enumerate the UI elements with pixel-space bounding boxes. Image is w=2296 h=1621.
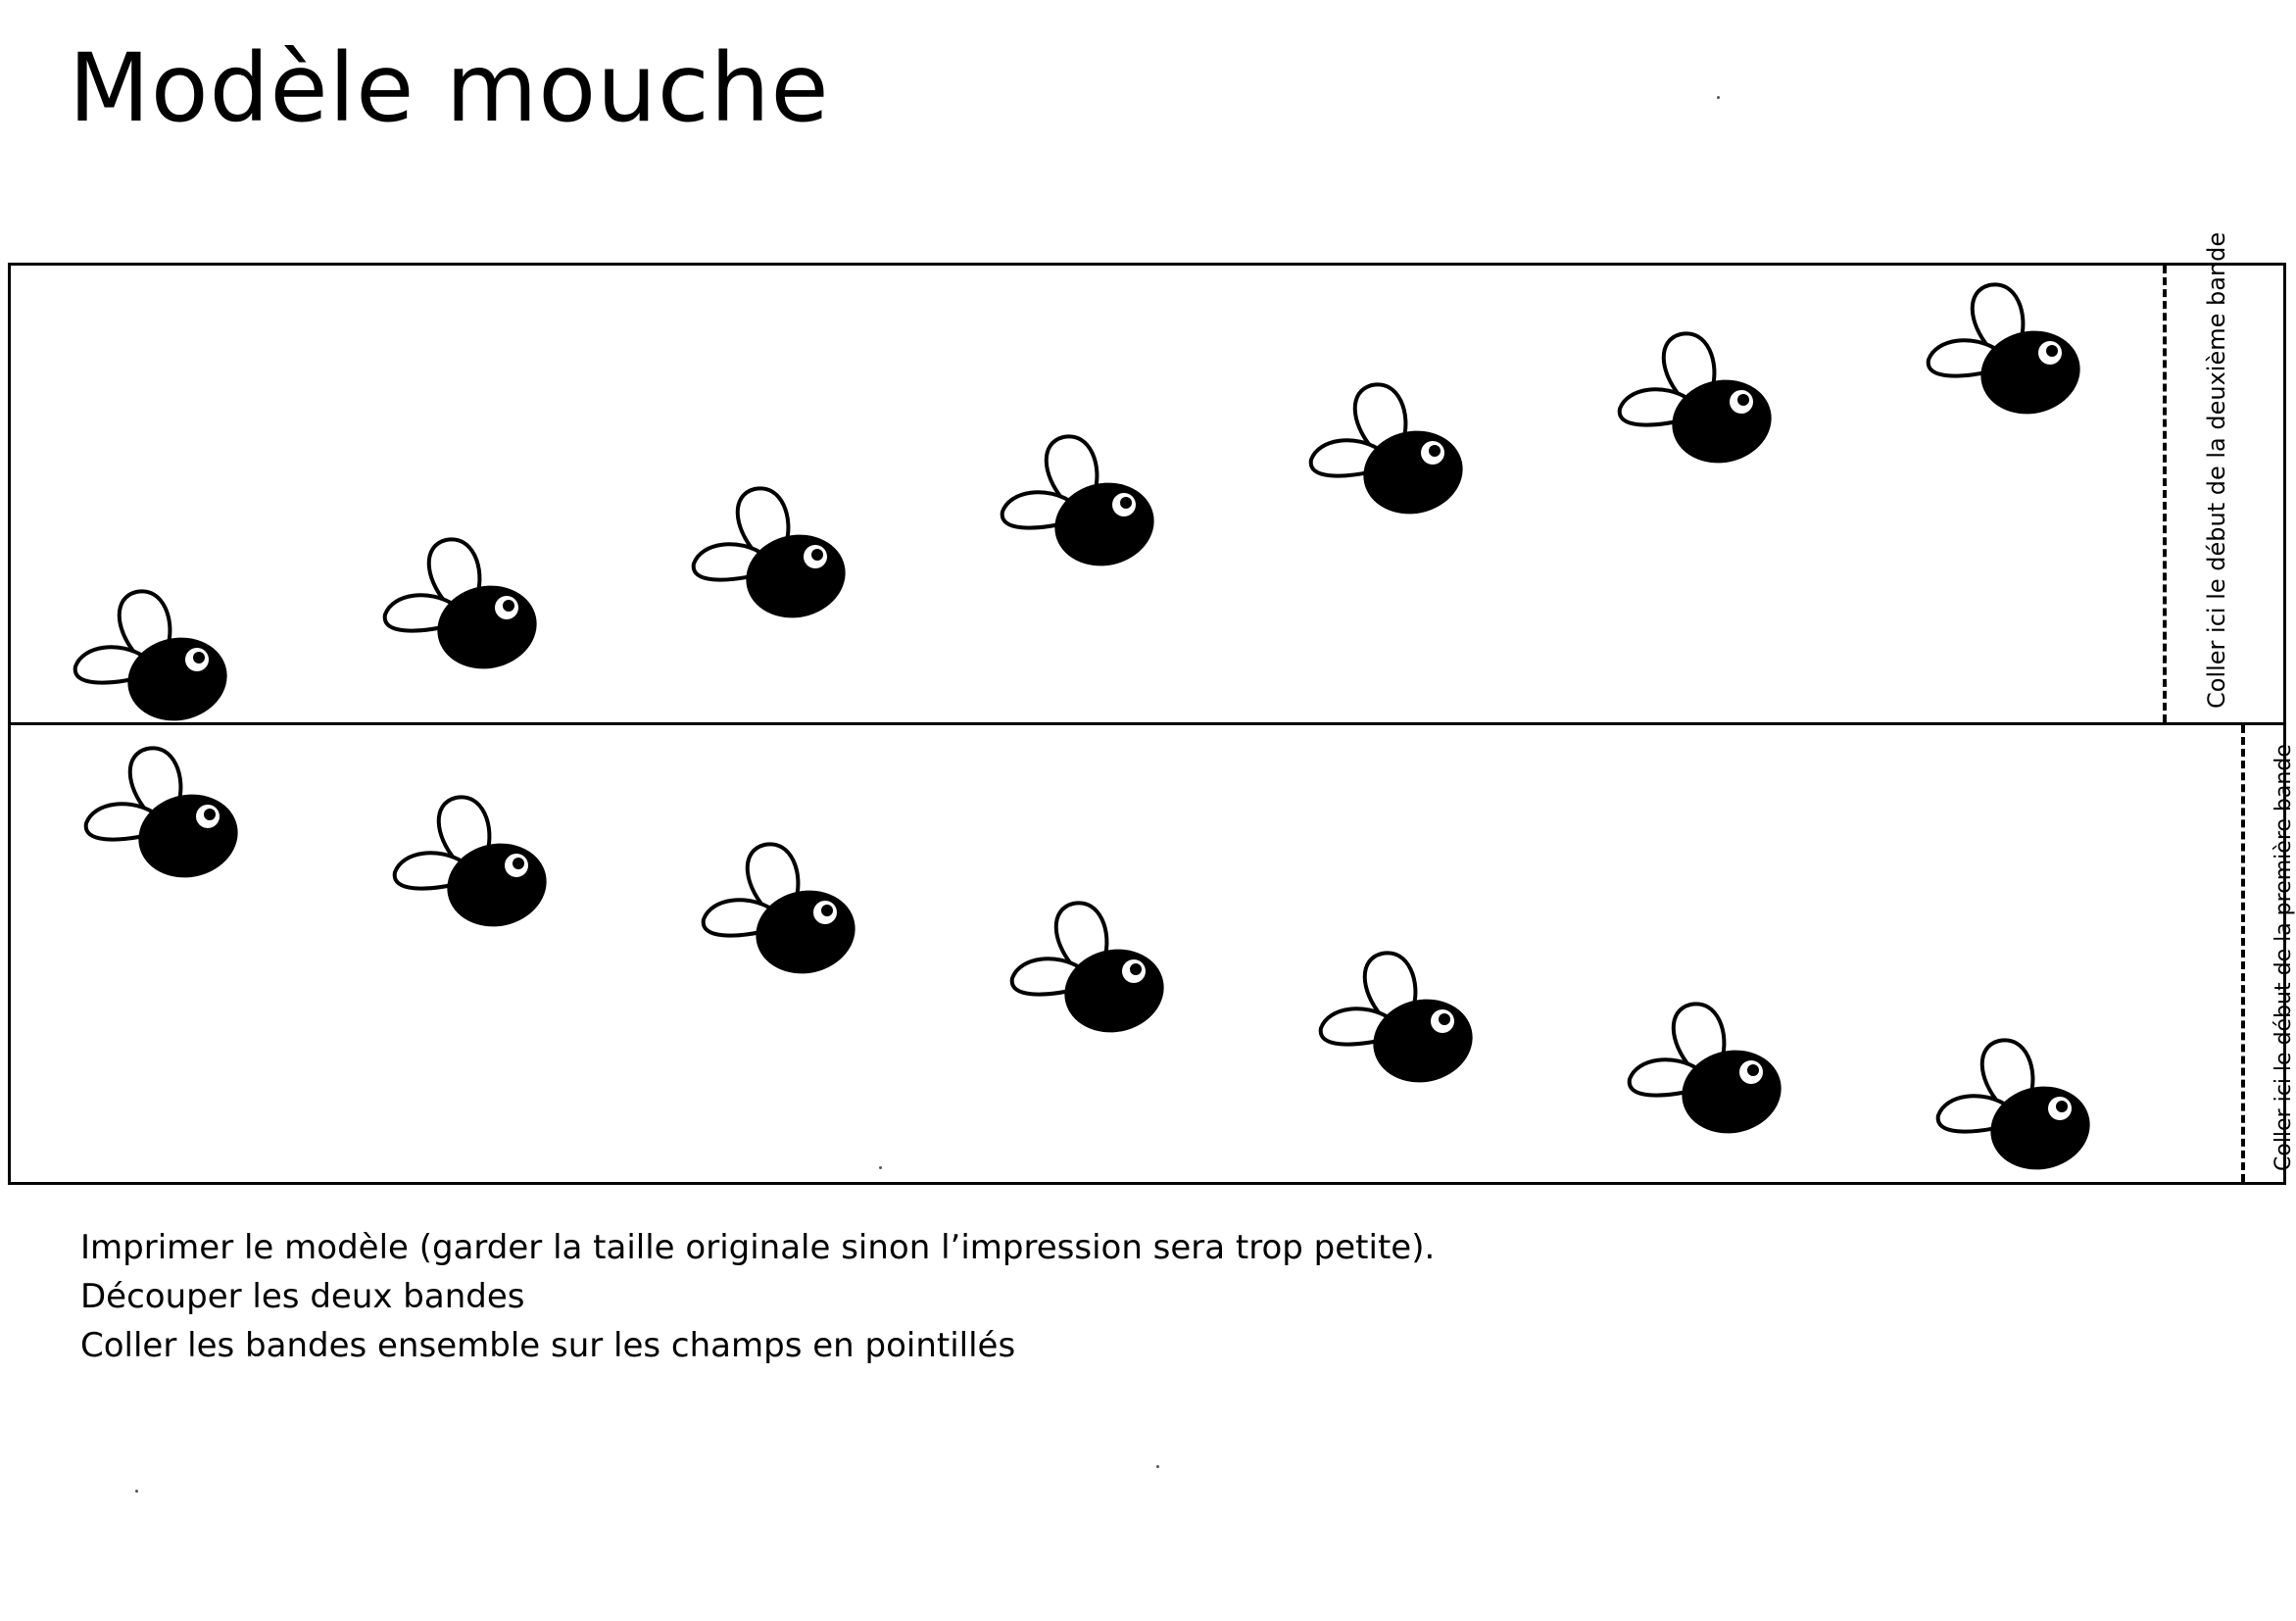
- instructions-list: [80, 1223, 1435, 1370]
- speck: [1156, 1465, 1159, 1468]
- fly-icon: [999, 429, 1165, 576]
- speck: [1717, 96, 1720, 99]
- glue-label: Coller ici le début de la deuxième bande: [2203, 231, 2230, 709]
- page-title: Modèle mouche: [69, 33, 830, 143]
- fly-icon: [1925, 277, 2091, 424]
- fly-icon: [1626, 997, 1792, 1144]
- fly-icon: [82, 741, 249, 888]
- fly-icon: [690, 481, 856, 628]
- fly-icon: [391, 790, 558, 937]
- glue-label: Coller ici le début de la première bande: [2272, 744, 2296, 1171]
- fly-icon: [700, 837, 866, 984]
- instruction-line: Imprimer le modèle (garder la taille originale sinon l’impression sera trop petite).: [80, 1228, 1436, 1267]
- instruction-line: Coller les bandes ensemble sur les champs en pointillés: [80, 1326, 1016, 1365]
- speck: [135, 1490, 138, 1493]
- instruction-line: Découper les deux bandes: [80, 1277, 525, 1316]
- fly-icon: [1616, 326, 1783, 473]
- strip-top: [8, 231, 2286, 725]
- fly-icon: [72, 584, 238, 731]
- fly-icon: [1317, 946, 1484, 1093]
- strip-bottom: [8, 722, 2296, 1185]
- speck: [879, 1166, 882, 1169]
- fly-icon: [1008, 896, 1175, 1043]
- fly-icon: [1307, 377, 1474, 524]
- fly-icon: [381, 532, 548, 679]
- fly-icon: [1934, 1033, 2101, 1180]
